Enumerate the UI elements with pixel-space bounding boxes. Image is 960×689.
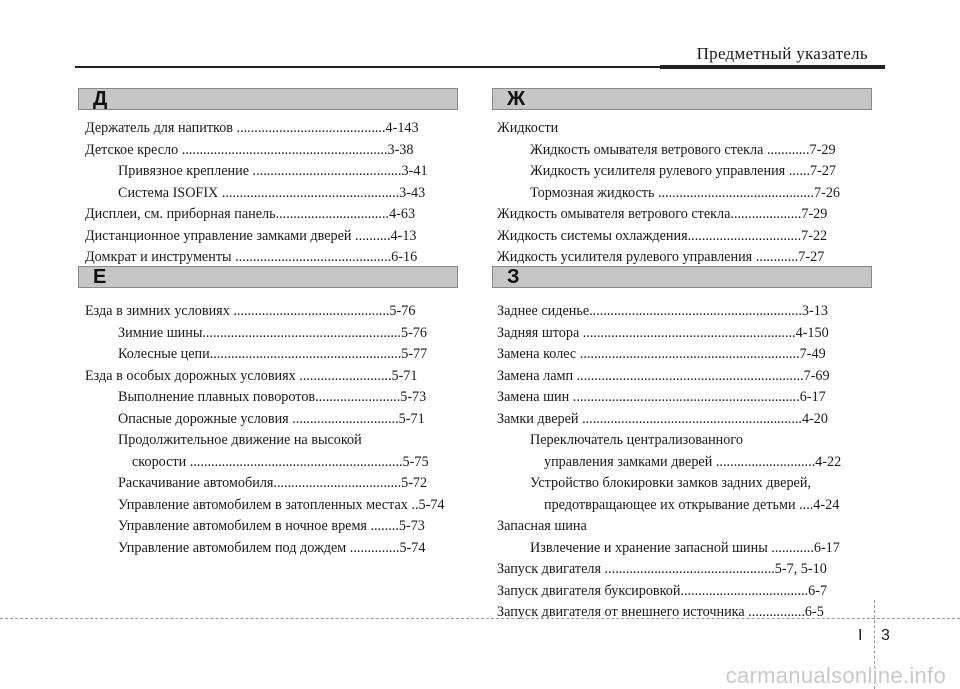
index-entry: Дистанционное управление замками дверей ..........4-13 bbox=[85, 227, 417, 244]
index-entry: Привязное крепление ..........................................3-41 bbox=[118, 163, 428, 179]
index-entry: Езда в зимних условиях ............................................5-76 bbox=[85, 303, 416, 319]
index-entry: Опасные дорожные условия ..............................5-71 bbox=[118, 410, 425, 427]
index-entry: Запуск двигателя от внешнего источника ................6-5 bbox=[497, 604, 824, 620]
index-list-zh bbox=[497, 118, 869, 269]
section-letter: Ж bbox=[507, 88, 526, 110]
header-rule-accent bbox=[660, 65, 885, 69]
index-entry: Жидкость усилителя рулевого управления ............7-27 bbox=[497, 249, 825, 265]
page-header-title: Предметный указатель bbox=[696, 44, 868, 63]
index-entry: Запасная шина bbox=[497, 518, 587, 534]
index-entry: Замена шин ................................................................6-17 bbox=[497, 389, 826, 405]
section-header-d bbox=[78, 88, 458, 110]
index-entry: Жидкость усилителя рулевого управления ......7-27 bbox=[530, 163, 837, 179]
index-entry: Езда в особых дорожных условиях ..........................5-71 bbox=[85, 367, 418, 384]
index-entry: Зимние шины........................................................5-76 bbox=[118, 324, 427, 341]
index-entry: Заднее сиденье............................................................3-13 bbox=[497, 303, 828, 319]
index-entry: Извлечение и хранение запасной шины ............6-17 bbox=[530, 539, 840, 556]
index-entry: Жидкость омывателя ветрового стекла ............7-29 bbox=[530, 141, 836, 158]
index-entry: Домкрат и инструменты ............................................6-16 bbox=[85, 249, 418, 265]
index-entry: Замки дверей ..............................................................4-20 bbox=[497, 410, 828, 427]
index-entry: Тормозная жидкость ............................................7-26 bbox=[530, 184, 841, 201]
section-header-zh bbox=[492, 88, 872, 110]
index-entry: Управление автомобилем под дождем ..............5-74 bbox=[118, 539, 426, 556]
section-letter: З bbox=[507, 266, 520, 288]
footer-dashed-rule bbox=[0, 618, 960, 619]
index-list-e bbox=[85, 301, 455, 559]
index-entry: Жидкости bbox=[497, 120, 559, 136]
section-header-e bbox=[78, 266, 458, 288]
index-entry: Дисплеи, см. приборная панель................................4-63 bbox=[85, 206, 416, 222]
index-entry: Детское кресло ..........................................................3-38 bbox=[85, 141, 414, 158]
section-letter: Д bbox=[93, 88, 108, 110]
index-entry: Система ISOFIX ..................................................3-43 bbox=[118, 184, 426, 201]
index-entry: Жидкость системы охлаждения................................7-22 bbox=[497, 227, 828, 244]
index-list-z bbox=[497, 301, 869, 624]
index-entry: Продолжительное движение на высокой bbox=[118, 432, 362, 448]
index-entry: Устройство блокировки замков задних дверей, bbox=[530, 475, 811, 491]
index-entry: предотвращающее их открывание детьми ....4-24 bbox=[544, 496, 840, 513]
index-entry: Управление автомобилем в ночное время ........5-73 bbox=[118, 518, 425, 534]
index-entry: Замена колес ..............................................................7-49 bbox=[497, 346, 826, 362]
index-entry: Колесные цепи......................................................5-77 bbox=[118, 346, 428, 362]
section-letter: Е bbox=[93, 266, 107, 288]
index-entry: Запуск двигателя буксировкой....................................6-7 bbox=[497, 582, 828, 599]
index-entry: Раскачивание автомобиля....................................5-72 bbox=[118, 475, 428, 491]
index-entry: Переключатель централизованного bbox=[530, 432, 743, 448]
index-entry: Запуск двигателя ................................................5-7, 5-10 bbox=[497, 561, 827, 577]
index-entry: Задняя штора ............................................................4-150 bbox=[497, 324, 829, 341]
watermark: carmanualsonline.info bbox=[725, 663, 946, 688]
index-entry: управления замками дверей ............................4-22 bbox=[544, 453, 842, 470]
index-list-d bbox=[85, 118, 455, 269]
index-entry: Выполнение плавных поворотов........................5-73 bbox=[118, 389, 427, 405]
section-header-z bbox=[492, 266, 872, 288]
page-number: 3 bbox=[881, 627, 890, 644]
index-entry: Управление автомобилем в затопленных местах ..5-74 bbox=[118, 496, 445, 513]
index-entry: Держатель для напитков ..........................................4-143 bbox=[85, 120, 419, 136]
index-entry: скорости ............................................................5-75 bbox=[132, 453, 429, 470]
index-entry: Жидкость омывателя ветрового стекла....................7-29 bbox=[497, 206, 828, 222]
section-marker: I bbox=[858, 627, 863, 644]
index-entry: Замена ламп ................................................................7-69 bbox=[497, 367, 830, 384]
